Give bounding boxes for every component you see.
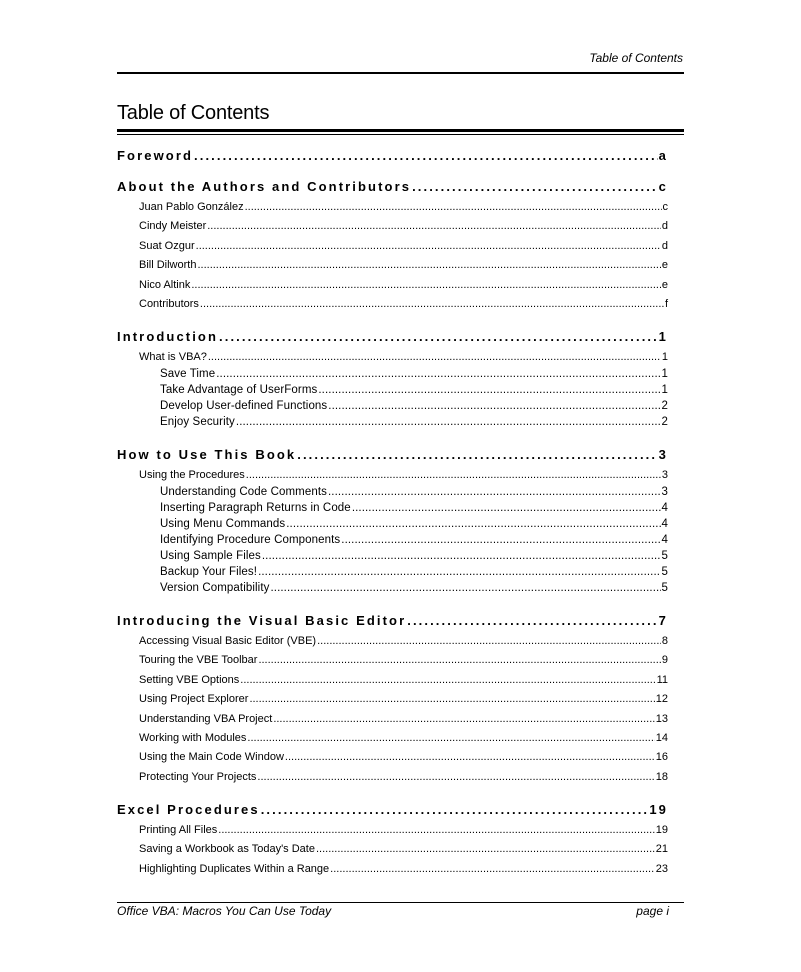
- toc-entry-page: c: [658, 179, 668, 194]
- toc-dot-leader: [297, 447, 657, 462]
- toc-entry-title: Contributors: [139, 298, 199, 310]
- toc-section-entry[interactable]: [117, 732, 684, 744]
- toc-dot-leader: [218, 824, 654, 836]
- toc-subsection-entry[interactable]: [117, 368, 684, 380]
- toc-entry-page: d: [661, 220, 668, 233]
- toc-subsection-entry[interactable]: [117, 518, 684, 530]
- toc-entry-page: e: [661, 278, 668, 291]
- toc-entry-title: Saving a Workbook as Today's Date: [139, 843, 315, 856]
- toc-entry-title: Using Project Explorer: [139, 693, 249, 706]
- toc-entry-title: Enjoy Security: [160, 416, 235, 428]
- toc-section-entry[interactable]: [117, 751, 684, 763]
- toc-dot-leader: [200, 298, 664, 310]
- toc-entry-page: 13: [655, 712, 668, 725]
- running-header: Table of Contents: [589, 51, 683, 65]
- toc-entry-page: 2: [661, 416, 668, 428]
- toc-section-entry[interactable]: [117, 863, 684, 875]
- toc-dot-leader: [412, 179, 658, 194]
- toc-entry-page: 5: [661, 566, 668, 578]
- toc-entry-page: 14: [655, 732, 668, 744]
- toc-section-entry[interactable]: [117, 635, 684, 647]
- toc-dot-leader: [273, 713, 654, 725]
- toc-entry-title: Protecting Your Projects: [139, 770, 257, 783]
- toc-dot-leader: [240, 674, 655, 686]
- toc-dot-leader: [191, 279, 661, 291]
- toc-entry-page: 23: [655, 862, 668, 875]
- toc-entry-title: What is VBA?: [139, 351, 207, 363]
- toc-entry-page: 3: [661, 469, 668, 481]
- toc-entry-page: 12: [655, 693, 668, 706]
- toc-subsection-entry[interactable]: [117, 534, 684, 546]
- toc-entry-title: Setting VBE Options: [139, 673, 240, 686]
- toc-section-entry[interactable]: [117, 713, 684, 725]
- toc-dot-leader: [317, 635, 661, 647]
- toc-entry-page: 4: [661, 502, 668, 514]
- toc-dot-leader: [245, 201, 662, 213]
- toc-chapter-entry[interactable]: [117, 613, 684, 628]
- toc-dot-leader: [330, 863, 655, 875]
- toc-section-entry[interactable]: [117, 240, 684, 252]
- toc-section-entry[interactable]: [117, 259, 684, 271]
- toc-entry-title: Touring the VBE Toolbar: [139, 654, 258, 667]
- toc-entry-page: 1: [661, 384, 668, 396]
- toc-entry-page: 21: [655, 843, 668, 856]
- toc-dot-leader: [197, 259, 660, 271]
- toc-dot-leader: [316, 843, 655, 855]
- toc-dot-leader: [261, 802, 649, 817]
- toc-section-entry[interactable]: [117, 201, 684, 213]
- toc-entry-title: Juan Pablo González: [139, 201, 244, 213]
- toc-entry-title: Backup Your Files!: [160, 566, 258, 578]
- toc-entry-title: Using Sample Files: [160, 550, 261, 562]
- toc-section-entry[interactable]: [117, 469, 684, 481]
- toc-dot-leader: [236, 416, 661, 428]
- toc-entry-page: 5: [661, 550, 668, 562]
- toc-entry-title: Understanding Code Comments: [160, 486, 327, 498]
- header-rule: [117, 72, 684, 74]
- toc-dot-leader: [270, 582, 660, 594]
- toc-entry-title: About the Authors and Contributors: [117, 179, 412, 194]
- footer-rule: [117, 902, 684, 903]
- toc-entry-page: 19: [655, 823, 668, 836]
- toc-dot-leader: [286, 518, 660, 530]
- toc-entry-page: 7: [658, 613, 668, 628]
- toc-section-entry[interactable]: [117, 654, 684, 666]
- toc-dot-leader: [328, 400, 660, 412]
- title-rule-thick: [117, 129, 684, 132]
- toc-dot-leader: [352, 502, 661, 514]
- toc-entry-page: 9: [661, 654, 668, 667]
- toc-section-entry[interactable]: [117, 298, 684, 310]
- toc-entry-page: f: [664, 298, 668, 310]
- toc-subsection-entry[interactable]: [117, 550, 684, 562]
- toc-section-entry[interactable]: [117, 771, 684, 783]
- toc-dot-leader: [407, 613, 657, 628]
- toc-entry-page: 11: [656, 673, 668, 686]
- toc-entry-page: 3: [658, 447, 668, 462]
- toc-entry-title: Nico Altink: [139, 278, 191, 291]
- toc-entry-page: 3: [661, 486, 668, 498]
- toc-section-entry[interactable]: [117, 220, 684, 232]
- footer-book-title: Office VBA: Macros You Can Use Today: [117, 904, 332, 918]
- footer-page-number: page i: [636, 904, 669, 918]
- toc-dot-leader: [207, 220, 661, 232]
- toc-dot-leader: [194, 148, 658, 163]
- toc-section-entry[interactable]: [117, 843, 684, 855]
- toc-entry-title: Working with Modules: [139, 732, 247, 744]
- toc-dot-leader: [196, 240, 661, 252]
- toc-dot-leader: [257, 771, 654, 783]
- toc-entry-title: Accessing Visual Basic Editor (VBE): [139, 635, 317, 647]
- toc-dot-leader: [318, 384, 660, 396]
- toc-entry-title: Understanding VBA Project: [139, 712, 273, 725]
- toc-entry-title: Save Time: [160, 368, 216, 380]
- toc-dot-leader: [219, 329, 658, 344]
- toc-entry-title: How to Use This Book: [117, 447, 297, 462]
- toc-subsection-entry[interactable]: [117, 582, 684, 594]
- toc-dot-leader: [216, 368, 660, 380]
- toc-entry-page: 19: [649, 801, 668, 817]
- toc-entry-title: Introduction: [117, 329, 219, 344]
- toc-dot-leader: [258, 654, 660, 666]
- toc-entry-page: 2: [661, 400, 668, 412]
- toc-entry-title: Identifying Procedure Components: [160, 534, 341, 546]
- toc-entry-page: 18: [655, 770, 668, 783]
- toc-dot-leader: [285, 751, 655, 763]
- toc-dot-leader: [249, 693, 654, 705]
- toc-entry-title: Using Menu Commands: [160, 518, 286, 530]
- toc-chapter-entry[interactable]: [117, 329, 684, 344]
- toc-subsection-entry[interactable]: [117, 384, 684, 396]
- toc-subsection-entry[interactable]: [117, 502, 684, 514]
- toc-entry-page: a: [658, 148, 668, 163]
- toc-dot-leader: [246, 469, 661, 481]
- toc-entry-page: 5: [661, 582, 668, 594]
- toc-chapter-entry[interactable]: [117, 148, 684, 163]
- toc-dot-leader: [258, 566, 660, 578]
- toc-entry-page: 1: [661, 368, 668, 380]
- toc-subsection-entry[interactable]: [117, 566, 684, 578]
- page-title: Table of Contents: [117, 102, 270, 124]
- toc-entry-title: Inserting Paragraph Returns in Code: [160, 502, 351, 514]
- toc-section-entry[interactable]: [117, 674, 684, 686]
- title-rule-thin: [117, 134, 684, 135]
- toc-entry-page: 4: [661, 534, 668, 546]
- toc-entry-page: c: [662, 201, 668, 213]
- toc-section-entry[interactable]: [117, 279, 684, 291]
- toc-entry-page: d: [661, 239, 668, 252]
- toc-section-entry[interactable]: [117, 824, 684, 836]
- toc-entry-title: Cindy Meister: [139, 220, 207, 233]
- toc-entry-title: Using the Procedures: [139, 469, 245, 481]
- toc-entry-title: Excel Procedures: [117, 801, 260, 817]
- toc-subsection-entry[interactable]: [117, 400, 684, 412]
- toc-entry-title: Using the Main Code Window: [139, 751, 284, 764]
- toc-entry-page: 4: [661, 518, 668, 530]
- toc-entry-title: Printing All Files: [139, 823, 218, 836]
- toc-entry-page: e: [661, 259, 668, 272]
- toc-section-entry[interactable]: [117, 693, 684, 705]
- toc-entry-title: Introducing the Visual Basic Editor: [117, 613, 407, 628]
- toc-entry-page: 1: [661, 351, 668, 363]
- toc-entry-title: Foreword: [117, 148, 194, 163]
- toc-entry-title: Bill Dilworth: [139, 259, 197, 272]
- toc-entry-title: Suat Ozgur: [139, 239, 195, 252]
- toc-dot-leader: [262, 550, 661, 562]
- toc-dot-leader: [328, 486, 661, 498]
- toc-dot-leader: [208, 351, 661, 363]
- toc-entry-page: 1: [658, 329, 668, 344]
- toc-entry-page: 16: [655, 751, 668, 764]
- toc-entry-title: Highlighting Duplicates Within a Range: [139, 862, 330, 875]
- toc-entry-title: Take Advantage of UserForms: [160, 384, 318, 396]
- toc-section-entry[interactable]: [117, 351, 684, 363]
- toc-entry-title: Version Compatibility: [160, 582, 270, 594]
- toc-entry-title: Develop User-defined Functions: [160, 400, 328, 412]
- toc-dot-leader: [247, 732, 654, 744]
- toc-entry-page: 8: [661, 635, 668, 647]
- toc-chapter-entry[interactable]: [117, 179, 684, 194]
- toc-dot-leader: [341, 534, 660, 546]
- toc-chapter-entry[interactable]: [117, 447, 684, 462]
- toc-chapter-entry[interactable]: [117, 802, 684, 817]
- toc-subsection-entry[interactable]: [117, 486, 684, 498]
- toc-subsection-entry[interactable]: [117, 416, 684, 428]
